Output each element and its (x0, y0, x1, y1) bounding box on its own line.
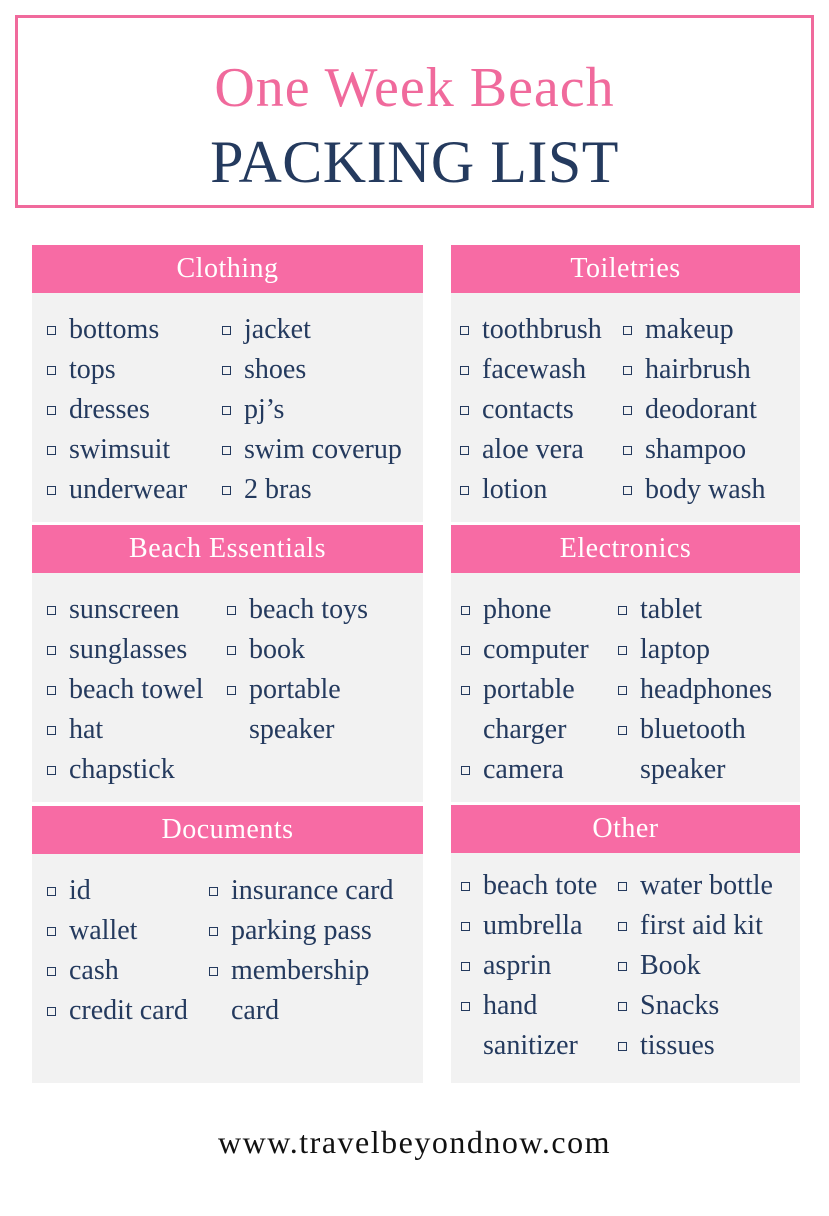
item-label: swim coverup (244, 434, 402, 465)
list-item[interactable] (623, 311, 766, 351)
column-left (47, 311, 187, 511)
checkbox-icon[interactable] (460, 366, 469, 375)
list-item[interactable] (461, 987, 597, 1027)
list-item[interactable] (460, 311, 602, 351)
list-item[interactable] (461, 867, 597, 907)
column-left (47, 872, 188, 1032)
column-left (460, 311, 602, 511)
item-label: shampoo (645, 434, 747, 465)
item-label: contacts (482, 394, 574, 425)
item-label: membership (231, 955, 370, 986)
checkbox-icon[interactable] (47, 887, 56, 896)
checkbox-icon[interactable] (222, 446, 231, 455)
item-label: facewash (482, 354, 587, 385)
checkbox-icon[interactable] (47, 446, 56, 455)
checkbox-icon[interactable] (461, 922, 470, 931)
section-beach-essentials (32, 525, 423, 802)
list-item[interactable] (47, 591, 204, 631)
item-label: swimsuit (69, 434, 171, 465)
column-left (461, 867, 597, 1067)
item-label: wallet (69, 915, 138, 946)
list-item-continuation (461, 711, 589, 751)
checkbox-icon[interactable] (618, 882, 627, 891)
checkbox-icon[interactable] (222, 326, 231, 335)
checkbox-icon[interactable] (47, 406, 56, 415)
list-item[interactable] (47, 351, 187, 391)
item-label: phone (483, 594, 552, 625)
item-label: portable (249, 674, 341, 705)
item-label: sunscreen (69, 594, 180, 625)
list-item[interactable] (618, 947, 773, 987)
item-label: tissues (640, 1030, 715, 1061)
list-item[interactable] (227, 631, 368, 671)
checkbox-icon[interactable] (47, 927, 56, 936)
list-item[interactable] (618, 671, 772, 711)
list-item[interactable] (47, 471, 187, 511)
checkbox-icon[interactable] (222, 406, 231, 415)
checkbox-icon[interactable] (623, 406, 632, 415)
checkbox-icon[interactable] (618, 962, 627, 971)
list-item[interactable] (618, 711, 772, 751)
section-electronics (451, 525, 800, 802)
item-label: camera (483, 754, 564, 785)
section-header: Clothing (32, 245, 423, 293)
checkbox-icon[interactable] (47, 366, 56, 375)
checkbox-icon[interactable] (460, 486, 469, 495)
item-label: toothbrush (482, 314, 602, 345)
checkbox-icon[interactable] (227, 606, 236, 615)
item-label: sanitizer (483, 1030, 578, 1061)
section-header: Electronics (451, 525, 800, 573)
item-label: Snacks (640, 990, 720, 1021)
list-item[interactable] (623, 391, 766, 431)
item-label: beach towel (69, 674, 204, 705)
list-item[interactable] (623, 351, 766, 391)
checkbox-icon[interactable] (209, 887, 218, 896)
checkbox-icon[interactable] (618, 646, 627, 655)
column-left (47, 591, 204, 791)
column-left (461, 591, 589, 791)
item-label: tops (69, 354, 116, 385)
item-label: charger (483, 714, 567, 745)
item-label: credit card (69, 995, 188, 1026)
item-label: parking pass (231, 915, 372, 946)
item-label: dresses (69, 394, 150, 425)
item-label: aloe vera (482, 434, 584, 465)
column-right (623, 311, 766, 511)
checkbox-icon[interactable] (47, 326, 56, 335)
list-item[interactable] (47, 631, 204, 671)
list-item[interactable] (461, 907, 597, 947)
item-label: deodorant (645, 394, 757, 425)
list-item[interactable] (47, 711, 204, 751)
checkbox-icon[interactable] (618, 922, 627, 931)
column-right (209, 872, 393, 1032)
list-item[interactable] (460, 351, 602, 391)
item-label: hat (69, 714, 104, 745)
checkbox-icon[interactable] (618, 1002, 627, 1011)
item-label: water bottle (640, 870, 773, 901)
checkbox-icon[interactable] (618, 606, 627, 615)
item-label: jacket (244, 314, 311, 345)
list-item-continuation (461, 1027, 597, 1067)
item-label: headphones (640, 674, 773, 705)
checkbox-icon[interactable] (461, 962, 470, 971)
item-label: speaker (249, 714, 335, 745)
item-label: portable (483, 674, 575, 705)
list-item[interactable] (222, 391, 402, 431)
item-label: sunglasses (69, 634, 188, 665)
item-label: umbrella (483, 910, 583, 941)
checkbox-icon[interactable] (623, 326, 632, 335)
item-label: bottoms (69, 314, 160, 345)
list-item[interactable] (227, 591, 368, 631)
list-item[interactable] (623, 471, 766, 511)
section-header: Documents (32, 806, 423, 854)
item-label: Book (640, 950, 701, 981)
item-label: chapstick (69, 754, 175, 785)
list-item[interactable] (222, 351, 402, 391)
list-item[interactable] (209, 912, 393, 952)
item-label: body wash (645, 474, 766, 505)
list-item[interactable] (461, 671, 589, 711)
column-right (227, 591, 368, 751)
item-label: beach toys (249, 594, 368, 625)
title-line-1: One Week Beach (214, 57, 615, 119)
checkbox-icon[interactable] (222, 366, 231, 375)
section-other (451, 805, 800, 1083)
checkbox-icon[interactable] (623, 446, 632, 455)
list-item[interactable] (461, 947, 597, 987)
list-item[interactable] (618, 631, 772, 671)
checkbox-icon[interactable] (47, 967, 56, 976)
item-label: beach tote (483, 870, 598, 901)
checkbox-icon[interactable] (618, 726, 627, 735)
column-right (222, 311, 402, 511)
checkbox-icon[interactable] (623, 366, 632, 375)
item-label: tablet (640, 594, 703, 625)
list-item[interactable] (47, 671, 204, 711)
list-item[interactable] (47, 431, 187, 471)
section-header: Toiletries (451, 245, 800, 293)
checkbox-icon[interactable] (461, 606, 470, 615)
item-label: 2 bras (244, 474, 312, 505)
list-item[interactable] (618, 591, 772, 631)
checkbox-icon[interactable] (209, 927, 218, 936)
item-label: id (69, 875, 91, 906)
checkbox-icon[interactable] (618, 1042, 627, 1051)
item-label: computer (483, 634, 589, 665)
checkbox-icon[interactable] (461, 686, 470, 695)
list-item[interactable] (47, 391, 187, 431)
section-toiletries (451, 245, 800, 522)
list-item[interactable] (222, 311, 402, 351)
item-label: book (249, 634, 305, 665)
checkbox-icon[interactable] (47, 726, 56, 735)
checkbox-icon[interactable] (47, 686, 56, 695)
list-item[interactable] (47, 952, 188, 992)
checkbox-icon[interactable] (623, 486, 632, 495)
item-label: insurance card (231, 875, 394, 906)
checkbox-icon[interactable] (461, 882, 470, 891)
list-item[interactable] (227, 671, 368, 711)
checkbox-icon[interactable] (227, 646, 236, 655)
list-item[interactable] (461, 591, 589, 631)
list-item[interactable] (461, 631, 589, 671)
item-label: asprin (483, 950, 552, 981)
list-item[interactable] (618, 1027, 773, 1067)
item-label: bluetooth (640, 714, 746, 745)
checkbox-icon[interactable] (222, 486, 231, 495)
item-label: shoes (244, 354, 307, 385)
title-line-2: PACKING LIST (210, 129, 619, 195)
item-label: card (231, 995, 280, 1026)
list-item[interactable] (47, 751, 204, 791)
list-item-continuation (209, 992, 393, 1032)
list-item[interactable] (461, 751, 589, 791)
section-documents (32, 806, 423, 1083)
column-right (618, 867, 773, 1067)
item-label: speaker (640, 754, 726, 785)
section-header: Other (451, 805, 800, 853)
checkbox-icon[interactable] (227, 686, 236, 695)
checkbox-icon[interactable] (461, 1002, 470, 1011)
list-item-continuation (618, 751, 772, 791)
item-label: first aid kit (640, 910, 763, 941)
checkbox-icon[interactable] (47, 646, 56, 655)
checkbox-icon[interactable] (461, 646, 470, 655)
list-item[interactable] (222, 431, 402, 471)
item-label: cash (69, 955, 119, 986)
item-label: makeup (645, 314, 734, 345)
checkbox-icon[interactable] (47, 606, 56, 615)
list-item[interactable] (460, 471, 602, 511)
list-item[interactable] (618, 867, 773, 907)
item-label: pj’s (244, 394, 285, 425)
list-item[interactable] (618, 907, 773, 947)
list-item[interactable] (47, 912, 188, 952)
column-right (618, 591, 772, 791)
item-label: hand (483, 990, 538, 1021)
list-item[interactable] (460, 431, 602, 471)
item-label: hairbrush (645, 354, 751, 385)
list-item[interactable] (618, 987, 773, 1027)
list-item[interactable] (460, 391, 602, 431)
checkbox-icon[interactable] (47, 766, 56, 775)
item-label: lotion (482, 474, 548, 505)
list-item[interactable] (209, 952, 393, 992)
checkbox-icon[interactable] (460, 406, 469, 415)
list-item[interactable] (623, 431, 766, 471)
section-clothing (32, 245, 423, 522)
list-item[interactable] (222, 471, 402, 511)
list-item[interactable] (47, 992, 188, 1032)
list-item[interactable] (209, 872, 393, 912)
checkbox-icon[interactable] (460, 326, 469, 335)
section-header: Beach Essentials (32, 525, 423, 573)
list-item[interactable] (47, 872, 188, 912)
title-box (15, 15, 814, 208)
item-label: underwear (69, 474, 188, 505)
checkbox-icon[interactable] (618, 686, 627, 695)
checkbox-icon[interactable] (461, 766, 470, 775)
checkbox-icon[interactable] (460, 446, 469, 455)
list-item-continuation (227, 711, 368, 751)
item-label: laptop (640, 634, 710, 665)
checkbox-icon[interactable] (209, 967, 218, 976)
list-item[interactable] (47, 311, 187, 351)
checkbox-icon[interactable] (47, 486, 56, 495)
footer-url: www.travelbeyondnow.com (218, 1124, 611, 1160)
checkbox-icon[interactable] (47, 1007, 56, 1016)
